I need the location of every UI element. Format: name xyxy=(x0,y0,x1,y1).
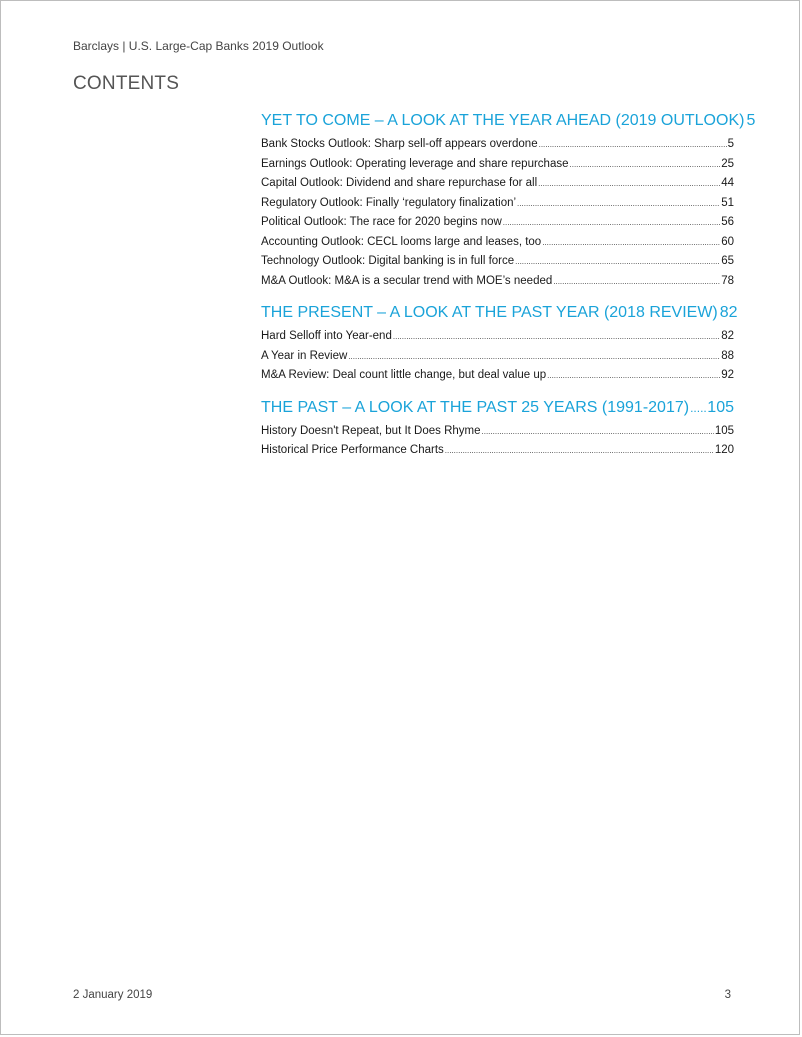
toc-entry[interactable] xyxy=(261,441,734,461)
dot-leader xyxy=(393,327,720,347)
entry-page-number: 78 xyxy=(721,274,734,287)
entry-label: Earnings Outlook: Operating leverage and share repurchase xyxy=(261,157,569,170)
entry-label: Capital Outlook: Dividend and share repurchase for all xyxy=(261,177,538,189)
toc-section-heading[interactable] xyxy=(261,302,738,324)
entry-label: M&A Review: Deal count little change, but deal value up xyxy=(261,369,547,381)
section-page-number: 82 xyxy=(719,304,738,321)
toc-entry[interactable] xyxy=(261,422,734,442)
toc-entry[interactable] xyxy=(261,194,734,214)
entry-page-number: 105 xyxy=(714,424,734,437)
dot-leader xyxy=(553,272,720,292)
toc-entry[interactable] xyxy=(261,135,734,155)
entry-label: Hard Selloff into Year-end xyxy=(261,330,392,342)
toc-section-outlook xyxy=(261,110,756,291)
section-title: THE PAST – A LOOK AT THE PAST 25 YEARS (1991-2017) xyxy=(261,398,690,416)
footer-page-number: 3 xyxy=(724,989,731,1001)
entry-page-number: 56 xyxy=(721,216,734,228)
toc-entry[interactable] xyxy=(261,174,734,194)
toc-entry[interactable] xyxy=(261,366,734,386)
entry-label: Political Outlook: The race for 2020 begins now xyxy=(261,216,502,228)
toc-entry[interactable] xyxy=(261,213,734,233)
entry-page-number: 92 xyxy=(721,369,734,381)
footer-date: 2 January 2019 xyxy=(73,989,153,1001)
entry-label: Bank Stocks Outlook: Sharp sell-off appears overdone xyxy=(261,138,538,150)
section-page-number: 5 xyxy=(746,112,756,129)
running-header: Barclays | U.S. Large-Cap Banks 2019 Outlook xyxy=(73,39,324,53)
toc-section-history xyxy=(261,397,734,461)
entry-page-number: 51 xyxy=(721,196,734,209)
dot-leader xyxy=(538,174,720,194)
entry-page-number: 88 xyxy=(721,349,734,362)
entry-label: Regulatory Outlook: Finally ‘regulatory finalization’ xyxy=(261,196,517,209)
toc-section-review xyxy=(261,302,738,386)
dot-leader xyxy=(517,194,720,214)
dot-leader xyxy=(547,366,720,386)
contents-title: CONTENTS xyxy=(73,73,180,94)
toc-entry[interactable] xyxy=(261,272,734,292)
toc-entry[interactable] xyxy=(261,347,734,367)
entry-label: History Doesn't Repeat, but It Does Rhyme xyxy=(261,424,481,437)
entry-page-number: 120 xyxy=(714,444,734,456)
toc-entry[interactable] xyxy=(261,252,734,272)
entry-page-number: 44 xyxy=(721,177,734,189)
dot-leader xyxy=(542,233,720,253)
entry-page-number: 5 xyxy=(727,138,734,150)
entry-label: M&A Outlook: M&A is a secular trend with MOE’s needed xyxy=(261,274,553,287)
section-title: THE PRESENT – A LOOK AT THE PAST YEAR (2018 REVIEW) xyxy=(261,304,718,321)
entry-page-number: 60 xyxy=(721,235,734,248)
toc-section-heading[interactable] xyxy=(261,397,734,419)
dot-leader xyxy=(482,422,714,442)
toc-section-heading[interactable] xyxy=(261,110,756,132)
dot-leader xyxy=(348,347,720,367)
table-of-contents xyxy=(261,110,756,472)
toc-entry[interactable] xyxy=(261,327,734,347)
entry-label: A Year in Review xyxy=(261,349,348,362)
dot-leader xyxy=(570,155,721,175)
entry-page-number: 82 xyxy=(721,330,734,342)
entry-page-number: 65 xyxy=(721,255,734,267)
dot-leader xyxy=(515,252,720,272)
toc-entry[interactable] xyxy=(261,233,734,253)
dot-leader xyxy=(539,135,727,155)
entry-label: Technology Outlook: Digital banking is in full force xyxy=(261,255,515,267)
entry-label: Accounting Outlook: CECL looms large and leases, too xyxy=(261,235,542,248)
dot-leader xyxy=(445,441,714,461)
entry-page-number: 25 xyxy=(721,157,734,170)
dot-leader xyxy=(503,213,720,233)
toc-entry[interactable] xyxy=(261,155,734,175)
section-page-number: 105 xyxy=(707,398,734,416)
section-title: YET TO COME – A LOOK AT THE YEAR AHEAD (2019 OUTLOOK) xyxy=(261,112,745,129)
dot-leader xyxy=(690,397,706,419)
entry-label: Historical Price Performance Charts xyxy=(261,444,444,456)
